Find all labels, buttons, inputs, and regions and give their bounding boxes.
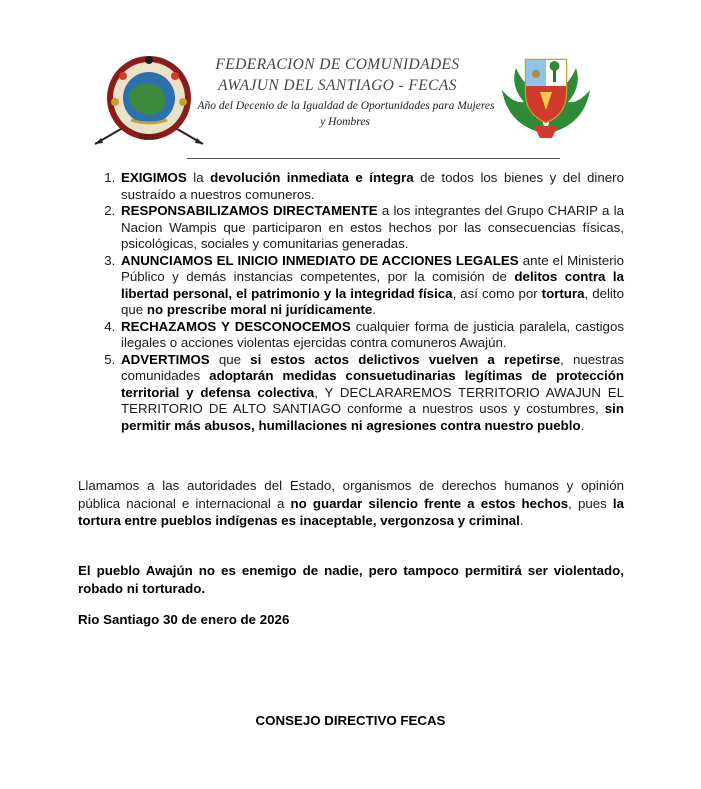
text-run: , nuestras comunidades	[121, 351, 624, 383]
bold-text-run: RECHAZAMOS Y DESCONOCEMOS	[121, 318, 351, 334]
peru-coat-of-arms-icon	[494, 52, 598, 142]
left-logo-caption: FECAS	[140, 135, 159, 141]
bold-text-run: si estos actos delictivos vuelven a repetirse	[250, 351, 561, 367]
bold-text-run: la tortura entre pueblos indígenas es inaceptable, vergonzosa y criminal	[78, 495, 624, 528]
demand-item	[119, 170, 624, 203]
bold-text-run: RESPONSABILIZAMOS DIRECTAMENTE	[121, 203, 378, 218]
demand-item	[119, 319, 624, 352]
text-run: , Y DECLARAREMOS TERRITORIO AWAJUN EL TERRITORIO DE ALTO SANTIAGO conforme a nuestros usos y costumbres,	[121, 384, 624, 416]
text-run: .	[519, 513, 524, 528]
place-and-date: Rio Santiago 30 de enero de 2026	[78, 612, 290, 627]
bold-text-run: ANUNCIAMOS EL INICIO INMEDIATO DE ACCIONES LEGALES	[121, 252, 519, 268]
text-run: la	[186, 170, 211, 185]
header-divider	[187, 158, 560, 159]
text-run: de todos los bienes y del dinero sustraído a nuestros comuneros.	[121, 170, 624, 202]
bold-text-run: delitos contra la libertad personal, el patrimonio y la integridad física	[121, 269, 624, 301]
demands-section	[78, 170, 624, 434]
bold-text-run: ADVERTIMOS	[121, 351, 210, 367]
call-to-authorities-paragraph	[78, 477, 624, 530]
demand-item	[119, 203, 624, 253]
text-run: ante el Ministerio Público y demás instancias competentes, por la comisión de	[121, 252, 624, 284]
demands-list	[78, 170, 624, 434]
text-run: , pues	[568, 495, 613, 511]
bold-text-run: no prescribe moral ni jurídicamente	[146, 302, 373, 317]
text-run: , delito que	[121, 285, 624, 317]
bold-text-run: no guardar silencio frente a estos hechos	[290, 495, 569, 511]
year-motto-line-2: y Hombres	[320, 116, 370, 128]
demand-item	[119, 253, 624, 319]
demand-item	[119, 352, 624, 435]
bold-text-run: sin permitir más abusos, humillaciones ni agresiones contra nuestro pueblo	[121, 401, 624, 433]
org-name-line-2: AWAJUN DEL SANTIAGO - FECAS	[218, 77, 457, 94]
signature-block: CONSEJO DIRECTIVO FECAS	[255, 713, 446, 728]
org-name-line-1: FEDERACION DE COMUNIDADES	[215, 56, 460, 73]
bold-text-run: EXIGIMOS	[121, 170, 187, 185]
text-run: .	[372, 302, 376, 317]
year-motto-line-1: Año del Decenio de la Igualdad de Oportunidades para Mujeres	[197, 100, 495, 112]
letterhead	[0, 0, 701, 165]
closing-statement: El pueblo Awajún no es enemigo de nadie, pero tampoco permitirá ser violentado, robado ni torturado.	[78, 563, 624, 596]
text-run: que	[209, 351, 251, 367]
bold-text-run: devolución inmediata e íntegra	[210, 170, 414, 185]
text-run: cualquier forma de justicia paralela, castigos ilegales o acciones violentas ejercidas contra comuneros Awajún.	[121, 318, 624, 350]
text-run: Llamamos a las autoridades del Estado, organismos de derechos humanos y opinión pública nacional e internacional a	[78, 478, 624, 511]
bold-text-run: adoptarán medidas consuetudinarias legítimas de protección territorial y defensa colectiva	[121, 368, 624, 400]
text-run: , así como por	[452, 285, 542, 301]
bold-text-run: tortura	[541, 285, 585, 301]
text-run: .	[580, 417, 585, 433]
text-run: a los integrantes del Grupo CHARIP a la Nacion Wampis que participaron en estos hechos por las consecuencias físicas, psicológicas, sociales y comunitarias generadas.	[121, 203, 624, 251]
